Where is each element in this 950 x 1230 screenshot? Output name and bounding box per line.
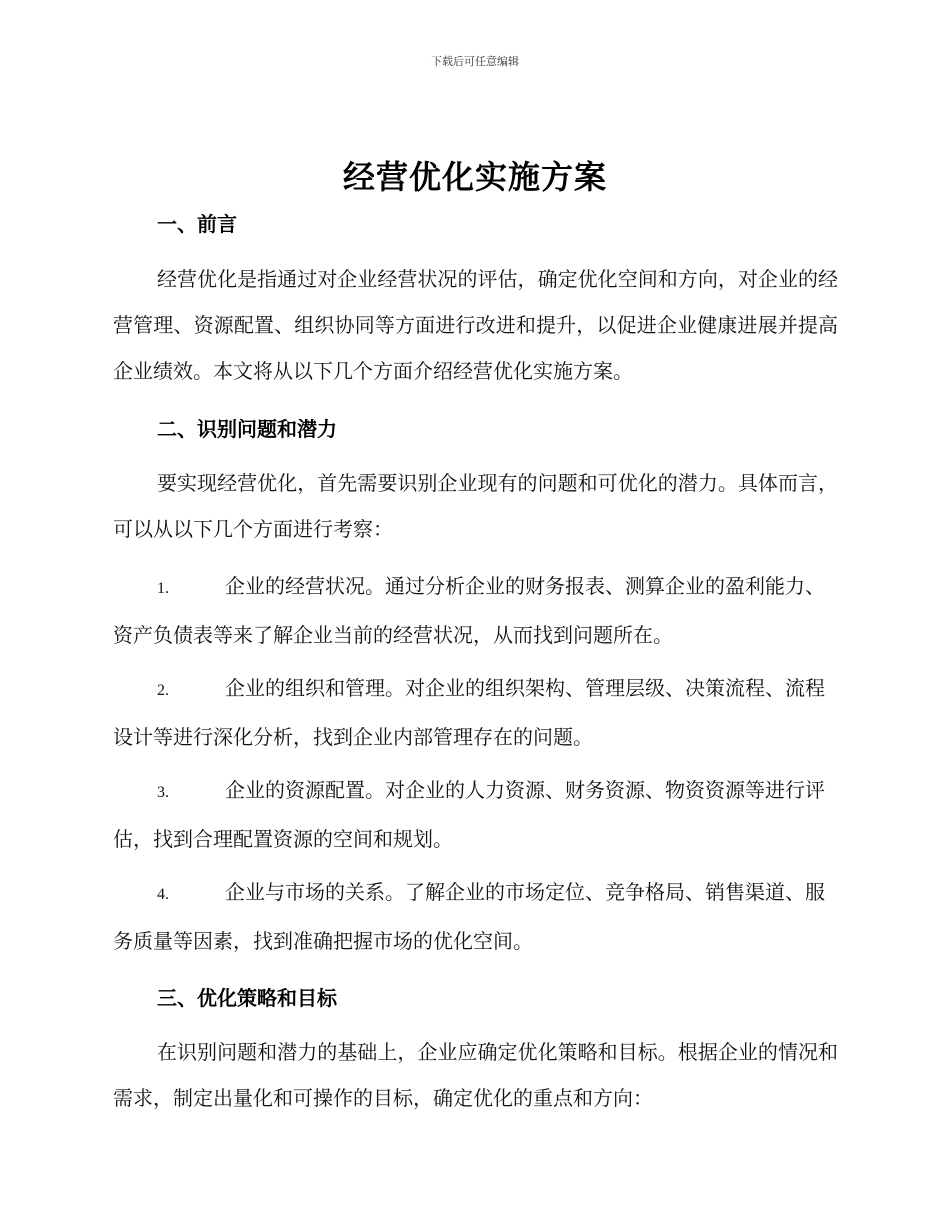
list-text: 企业的资源配置。对企业的人力资源、财务资源、物资资源等进行评估，找到合理配置资源的空间和规划。 [113,778,825,851]
section-heading-strategy: 三、优化策略和目标 [157,986,337,1010]
list-text: 企业与市场的关系。了解企业的市场定位、竞争格局、销售渠道、服务质量等因素，找到准确把握市场的优化空间。 [113,880,825,953]
list-number: 4. [157,886,169,903]
list-number: 1. [157,580,169,597]
list-text: 企业的组织和管理。对企业的组织架构、管理层级、决策流程、流程设计等进行深化分析，找到企业内部管理存在的问题。 [113,676,825,749]
document-title: 经营优化实施方案 [342,158,607,196]
section-heading-preface: 一、前言 [157,212,237,236]
list-item [113,665,838,760]
header-note: 下载后可任意编辑 [431,55,519,68]
list-number: 3. [157,784,169,801]
list-item [113,767,838,862]
list-item [113,869,838,964]
paragraph-identify: 要实现经营优化，首先需要识别企业现有的问题和可优化的潜力。具体而言，可以从以下几个方面进行考察： [113,471,838,541]
paragraph-strategy: 在识别问题和潜力的基础上，企业应确定优化策略和目标。根据企业的情况和需求，制定出量化和可操作的目标，确定优化的重点和方向： [113,1040,838,1110]
list-item [113,563,838,658]
paragraph-preface: 经营优化是指通过对企业经营状况的评估，确定优化空间和方向，对企业的经营管理、资源配置、组织协同等方面进行改进和提升，以促进企业健康进展并提高企业绩效。本文将从以下几个方面介绍经营优化实施方案。 [113,267,838,383]
section-heading-identify: 二、识别问题和潜力 [157,417,337,441]
list-number: 2. [157,682,169,699]
list-text: 企业的经营状况。通过分析企业的财务报表、测算企业的盈利能力、资产负债表等来了解企业当前的经营状况，从而找到问题所在。 [113,574,825,647]
